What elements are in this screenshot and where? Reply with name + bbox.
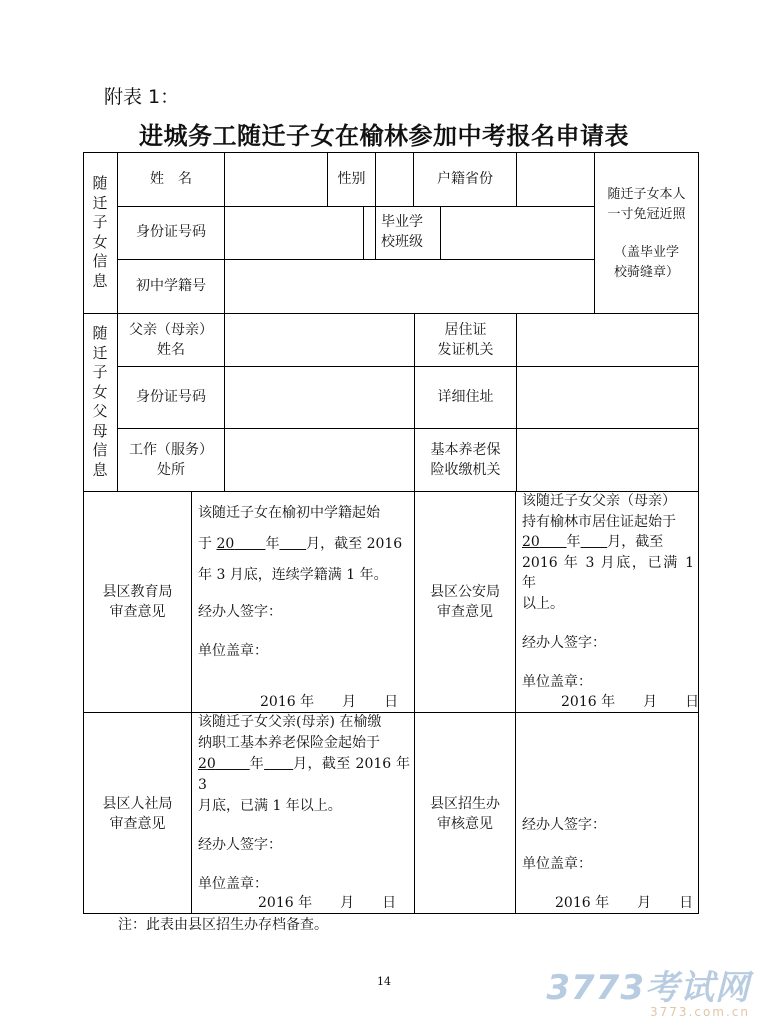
child-gender-label: 性别 (337, 171, 366, 187)
enroll-seal-label: 单位盖章： (522, 856, 592, 872)
workplace-label: 工作（服务） 处所 (129, 442, 213, 478)
watermark-brand: 3773考试网 (546, 968, 750, 1008)
watermark-logo (546, 960, 750, 1019)
police-bureau-label: 县区公安局 审查意见 (430, 584, 500, 620)
child-roll-label: 初中学籍号 (136, 278, 206, 294)
attachment-label: 附表 1： (104, 86, 180, 108)
residence-permit-authority-label: 居住证 发证机关 (437, 322, 494, 358)
child-section-header: 随 迁 子 女 信 息 (92, 174, 108, 290)
parent-id-label: 身份证号码 (136, 389, 206, 405)
edu-bureau-label: 县区教育局 审查意见 (102, 584, 173, 620)
social-bureau-opinion: 该随迁子女父亲(母亲) 在榆缴 纳职工基本养老保险金起始于 20 年 月，截至 2016 年 3 月底，已满 1 年以上。 经办人签字： 单位盖章： (198, 712, 410, 895)
social-date: 2016 年 月 日 (258, 895, 397, 911)
police-signer-label: 经办人签字： (522, 635, 606, 651)
police-bureau-opinion: 该随迁子女父亲（母亲） 持有榆林市居住证起始于 20 年 月，截至 2016 年 3 月底，已满 1 年 以上。 经办人签字： 单位盖章： (522, 491, 694, 692)
footnote: 注：此表由县区招生办存档备查。 (118, 917, 328, 933)
parent-section-header: 随 迁 子 女 父 母 信 息 (92, 324, 108, 479)
enroll-signer-label: 经办人签字： (522, 817, 606, 833)
grad-school-label: 毕业学 校班级 (381, 214, 423, 250)
edu-signer-label: 经办人签字： (198, 604, 282, 620)
police-seal-label: 单位盖章： (522, 673, 592, 690)
edu-date: 2016 年 月 日 (260, 694, 399, 710)
enrollment-office-label: 县区招生办 审核意见 (430, 796, 500, 832)
address-label: 详细住址 (437, 389, 494, 405)
pension-authority-label: 基本养老保 险收缴机关 (430, 442, 501, 478)
watermark-url: 3773.com.cn (650, 1005, 750, 1019)
social-bureau-label: 县区人社局 审查意见 (102, 796, 173, 832)
edu-seal-label: 单位盖章： (198, 643, 268, 659)
edu-bureau-opinion: 该随迁子女在榆初中学籍起始 于 20 年 月，截至 2016 年 3 月底，连续学籍满 1 年。 经办人签字： 单位盖章： (198, 503, 410, 662)
enrollment-office-opinion (522, 815, 694, 875)
social-signer-label: 经办人签字： (198, 837, 282, 853)
child-name-label: 姓 名 (150, 171, 192, 187)
photo-box-label: 随迁子女本人 一寸免冠近照 （盖毕业学 校骑缝章） (607, 187, 686, 280)
page-number: 14 (377, 975, 391, 988)
police-date: 2016 年 月 日 (561, 694, 700, 710)
parent-name-label: 父亲（母亲） 姓名 (129, 322, 213, 358)
social-seal-label: 单位盖章： (198, 876, 268, 892)
form-title: 进城务工随迁子女在榆林参加中考报名申请表 (139, 122, 629, 150)
child-hukou-label: 户籍省份 (437, 171, 493, 187)
enroll-date: 2016 年 月 日 (555, 895, 694, 911)
child-id-label: 身份证号码 (136, 224, 206, 240)
